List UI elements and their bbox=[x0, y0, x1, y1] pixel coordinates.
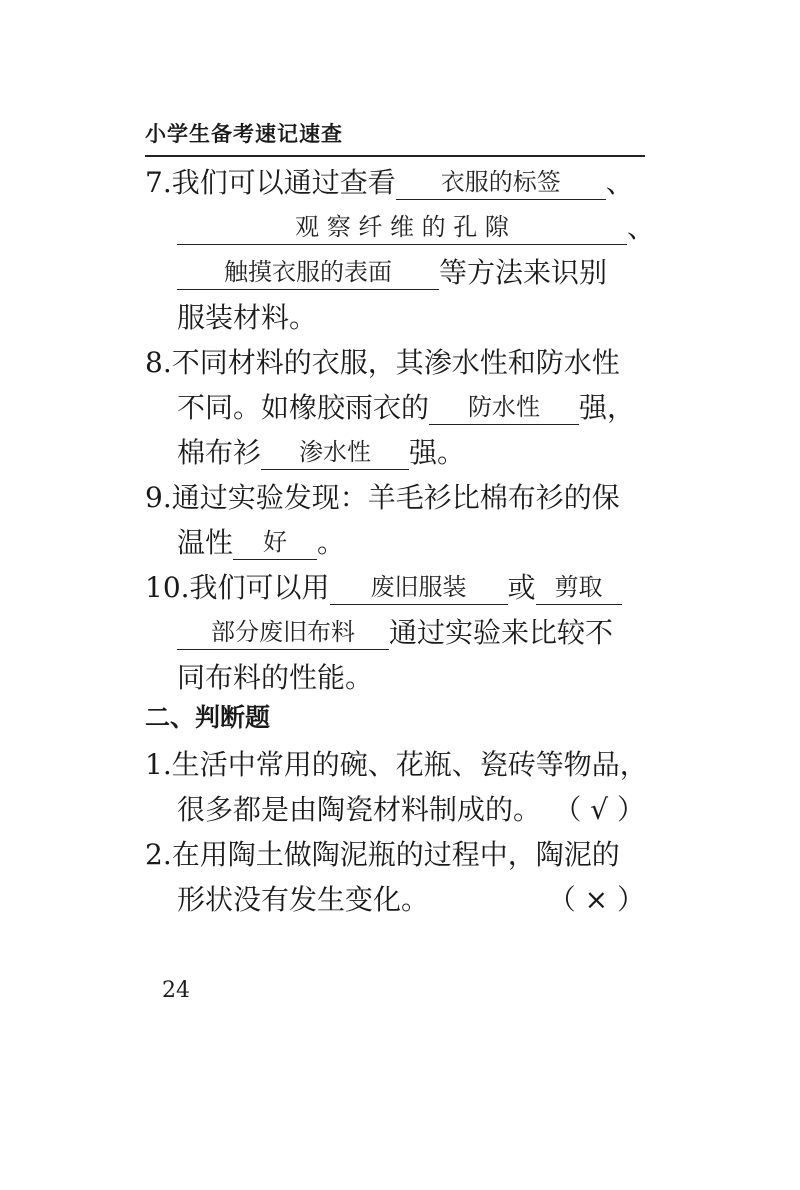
q8-blank-1: 防水性 bbox=[429, 390, 579, 425]
q10-line-2 bbox=[177, 610, 645, 656]
j2-number: 2. bbox=[145, 838, 172, 871]
j1-text-2: 很多都是由陶瓷材料制成的。 bbox=[177, 793, 542, 826]
q9-blank-1: 好 bbox=[233, 525, 317, 560]
q7-sep-1: 、 bbox=[605, 166, 634, 199]
j1-text-1: 生活中常用的碗、花瓶、瓷砖等物品， bbox=[171, 748, 648, 781]
q7-blank-2: 观 察 纤 维 的 孔 隙 bbox=[177, 210, 627, 245]
q8-text-3: 强， bbox=[579, 391, 636, 424]
j2-text-2: 形状没有发生变化。 bbox=[177, 883, 430, 916]
q8-text-4: 棉布衫 bbox=[177, 436, 262, 469]
j1-number: 1. bbox=[145, 748, 172, 781]
q7-sep-2: 、 bbox=[627, 211, 656, 244]
running-header: 小学生备考速记速查 bbox=[145, 118, 645, 157]
q9-text-2: 温性 bbox=[177, 526, 234, 559]
j2-answer-mark: （ × ） bbox=[547, 883, 645, 916]
q7-text-2: 等方法来识别 bbox=[439, 256, 608, 289]
q7-line-4 bbox=[177, 295, 645, 341]
q7-blank-3: 触摸衣服的表面 bbox=[177, 255, 439, 290]
q10-number: 10. bbox=[145, 571, 190, 604]
q10-text-1: 我们可以用 bbox=[189, 571, 330, 604]
q8-number: 8. bbox=[145, 346, 172, 379]
q10-line-1 bbox=[145, 565, 645, 611]
q7-line-1 bbox=[145, 160, 645, 206]
q9-number: 9. bbox=[145, 481, 172, 514]
q7-number: 7. bbox=[145, 166, 172, 199]
q10-text-3: 通过实验来比较不 bbox=[389, 616, 614, 649]
j2-text-1: 在用陶土做陶泥瓶的过程中，陶泥的 bbox=[171, 838, 620, 871]
q10-text-4: 同布料的性能。 bbox=[177, 661, 374, 694]
q7-blank-1: 衣服的标签 bbox=[396, 165, 606, 200]
j1-answer-mark: （ √ ） bbox=[553, 793, 645, 826]
q7-text-3: 服装材料。 bbox=[177, 301, 318, 334]
q8-blank-2: 渗水性 bbox=[261, 435, 409, 470]
q10-blank-2: 剪取 bbox=[536, 570, 622, 605]
page-number: 24 bbox=[162, 978, 190, 1003]
q8-line-2 bbox=[177, 385, 645, 431]
section-heading: 二、判断题 bbox=[145, 703, 271, 732]
q8-text-1: 不同材料的衣服，其渗水性和防水性 bbox=[171, 346, 620, 379]
q7-line-2 bbox=[177, 205, 656, 251]
q9-text-3: 。 bbox=[317, 526, 346, 559]
q8-text-2: 不同。如橡胶雨衣的 bbox=[177, 391, 430, 424]
q8-line-3 bbox=[177, 430, 645, 476]
j2-line-1 bbox=[145, 832, 645, 878]
j1-line-2 bbox=[177, 787, 645, 833]
j1-line-1 bbox=[145, 742, 648, 788]
q9-line-2 bbox=[177, 520, 645, 566]
q9-text-1: 通过实验发现：羊毛衫比棉布衫的保 bbox=[171, 481, 620, 514]
j2-line-2 bbox=[177, 877, 645, 923]
q10-blank-1: 废旧服装 bbox=[330, 570, 508, 605]
q10-line-3 bbox=[177, 655, 645, 701]
q8-text-5: 强。 bbox=[409, 436, 466, 469]
q10-blank-3: 部分废旧布料 bbox=[177, 615, 389, 650]
q7-line-3 bbox=[177, 250, 645, 296]
q9-line-1 bbox=[145, 475, 645, 521]
q7-text-1: 我们可以通过查看 bbox=[171, 166, 396, 199]
q8-line-1 bbox=[145, 340, 645, 386]
q10-text-2: 或 bbox=[507, 571, 536, 604]
